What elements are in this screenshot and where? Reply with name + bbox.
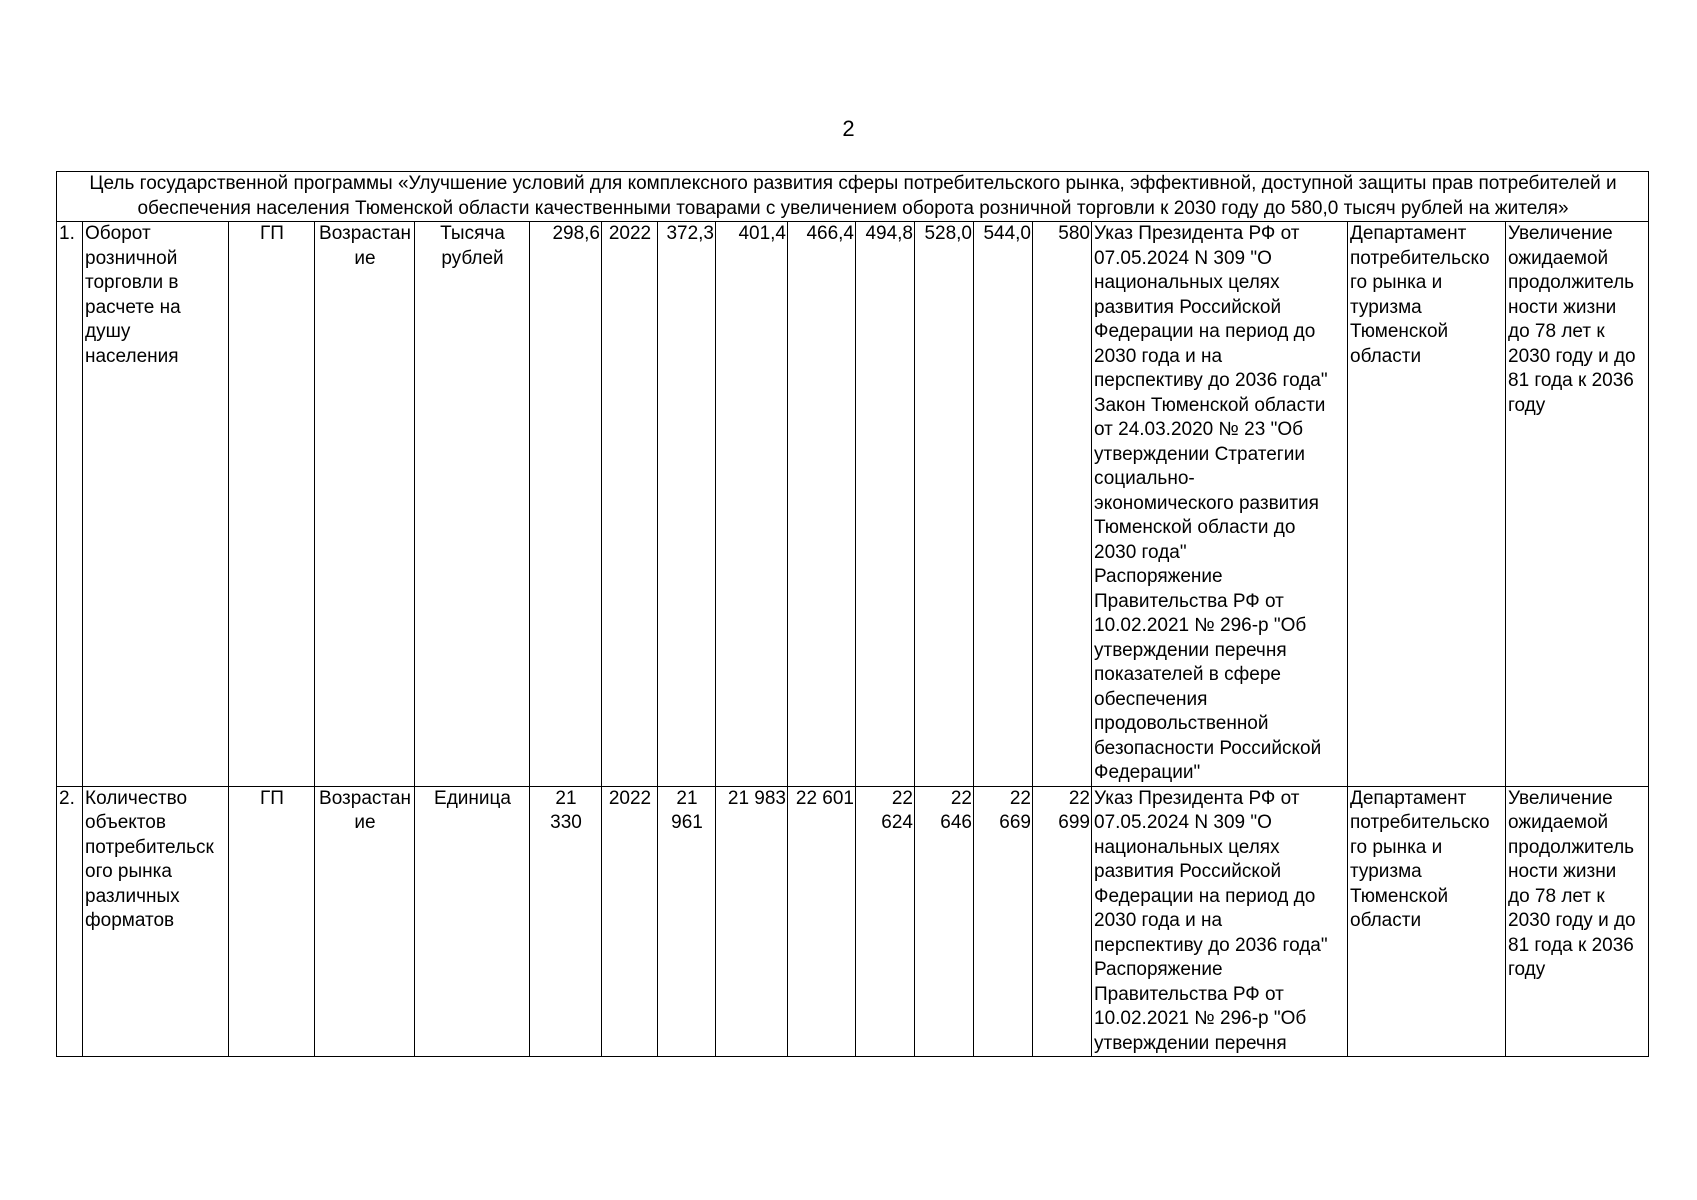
value-2028: 528,0 (915, 222, 974, 787)
responsible-body: Департамент потребительско го рынка и туризма Тюменской области (1348, 786, 1506, 1057)
value-2025: 401,4 (716, 222, 788, 787)
value-2026: 22 601 (788, 786, 856, 1057)
value-2030: 22 699 (1033, 786, 1092, 1057)
value-2024: 372,3 (658, 222, 716, 787)
row-number: 1. (57, 222, 83, 787)
indicator-trend: Возрастан ие (315, 222, 415, 787)
value-2030: 580 (1033, 222, 1092, 787)
table-row (57, 786, 1649, 1057)
value-2024: 21 961 (658, 786, 716, 1057)
indicators-table (56, 171, 1649, 1057)
value-2025: 21 983 (716, 786, 788, 1057)
supporting-documents: Указ Президента РФ от 07.05.2024 N 309 "О национальных целях развития Российской Федерации на период до 2030 года и на перспективу до 2036 года" Закон Тюменской области от 24.03.2020 № 23 "Об утверждении Стратегии социально- экономического развития Тюменской области до 2030 года" Распоряжение Правительства РФ от 10.02.2021 № 296-р "Об утверждении перечня показателей в сфере обеспечения продовольственной безопасности Российской Федерации" (1092, 222, 1348, 787)
base-year: 2022 (602, 222, 658, 787)
base-value: 21 330 (530, 786, 602, 1057)
table-row (57, 222, 1649, 787)
indicator-unit: Тысяча рублей (415, 222, 530, 787)
value-2029: 544,0 (974, 222, 1033, 787)
responsible-body: Департамент потребительско го рынка и туризма Тюменской области (1348, 222, 1506, 787)
value-2029: 22 669 (974, 786, 1033, 1057)
indicator-level: ГП (229, 222, 315, 787)
base-value: 298,6 (530, 222, 602, 787)
value-2028: 22 646 (915, 786, 974, 1057)
indicator-name: Оборот розничной торговли в расчете на душу населения (83, 222, 229, 787)
supporting-documents: Указ Президента РФ от 07.05.2024 N 309 "О национальных целях развития Российской Федерации на период до 2030 года и на перспективу до 2036 года" Распоряжение Правительства РФ от 10.02.2021 № 296-р "Об утверждении перечня (1092, 786, 1348, 1057)
national-goal-link: Увеличение ожидаемой продолжитель ности жизни до 78 лет к 2030 году и до 81 года к 2036 году (1506, 222, 1649, 787)
value-2027: 22 624 (856, 786, 915, 1057)
national-goal-link: Увеличение ожидаемой продолжитель ности жизни до 78 лет к 2030 году и до 81 года к 2036 году (1506, 786, 1649, 1057)
indicator-unit: Единица (415, 786, 530, 1057)
value-2026: 466,4 (788, 222, 856, 787)
goal-row (57, 172, 1649, 222)
indicator-name: Количество объектов потребительск ого рынка различных форматов (83, 786, 229, 1057)
program-goal: Цель государственной программы «Улучшение условий для комплексного развития сферы потребительского рынка, эффективной, доступной защиты прав потребителей и обеспечения населения Тюменской области качественными товарами с увеличением оборота розничной торговли к 2030 году до 580,0 тысяч рублей на жителя» (57, 172, 1649, 222)
indicator-level: ГП (229, 786, 315, 1057)
row-number: 2. (57, 786, 83, 1057)
page-number: 2 (842, 116, 855, 141)
indicator-trend: Возрастан ие (315, 786, 415, 1057)
base-year: 2022 (602, 786, 658, 1057)
value-2027: 494,8 (856, 222, 915, 787)
